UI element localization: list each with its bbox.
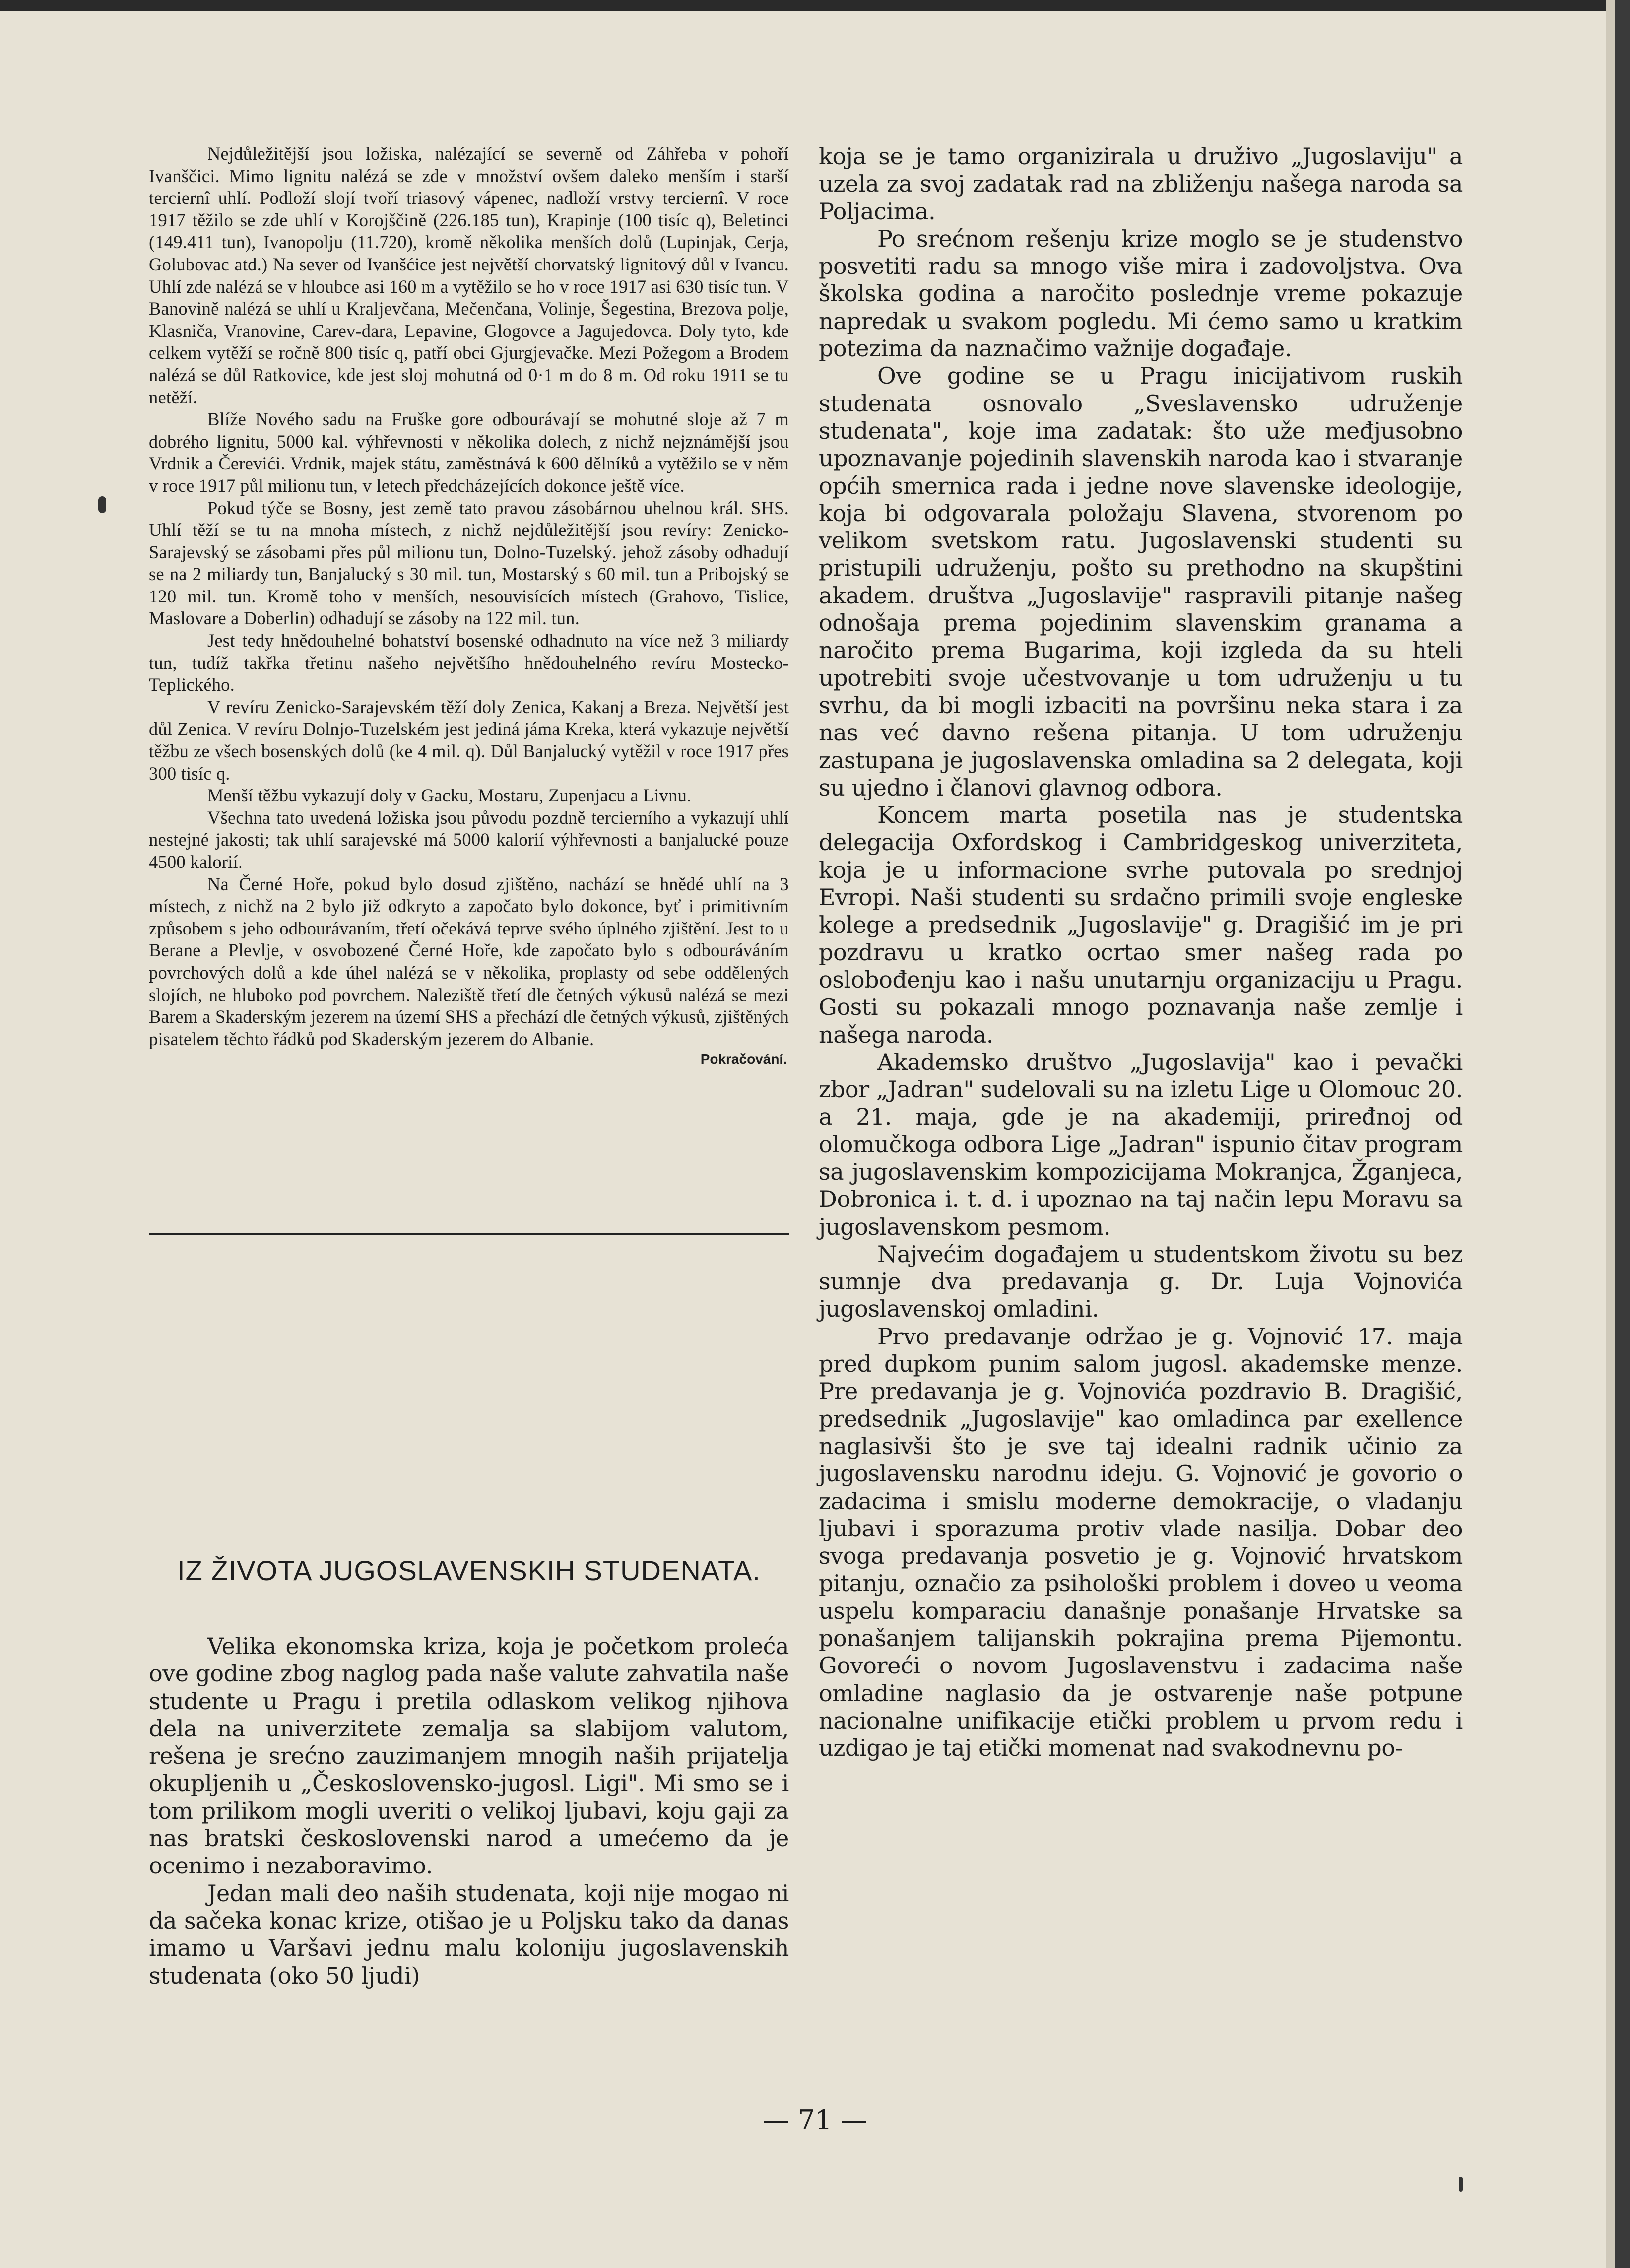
paragraph: Všechna tato uvedená ložiska jsou původu pozdně tercierního a vykazují uhlí nestejné jakosti; tak uhlí sarajevské má 5000 kalorií výhřevnosti a banjalucké pouze 4500 kalorií. [149, 807, 789, 872]
page-right-edge [1615, 0, 1630, 2268]
paragraph: Koncem marta posetila nas je studentska delegacija Oxfordskog i Cambridgeskog univerziteta, koja je u informacione svrhe putovala po srednjoj Evropi. Naši studenti su srdačno primili svoje engleske kolege a predsednik „Jugoslavije" g. Dragišić im je pri pozdravu u kratko ocrtao smer našeg rada po oslobođenju kao i našu unutarnju organizaciju u Pragu. Gosti su pokazali mnogo poznavanja naše zemlje i našega naroda. [819, 801, 1463, 1048]
paragraph: Pokud týče se Bosny, jest země tato pravou zásobárnou uhelnou král. SHS. Uhlí těží se tu na mnoha místech, z nichž nejdůležitější jsou revíry: Zenicko-Sarajevský se zásobami přes půl milionu tun, Dolno-Tuzelský. jehož zásoby odhadují se na 2 miliardy tun, Banjalucký s 30 mil. tun, Mostarský s 60 mil. tun a Pribojský se 120 mil. tun. Kromě toho v menších, nesouvisících místech (Grahovo, Tislice, Maslovare a Doberlin) odhadují se zásoby na 122 mil. tun. [149, 497, 789, 629]
paragraph: Jest tedy hnědouhelné bohatství bosenské odhadnuto na více než 3 miliardy tun, tudíž takřka třetinu našeho největšího hnědouhelného revíru Mostecko-Teplického. [149, 630, 789, 695]
paragraph: koja se je tamo organizirala u druživo „Jugoslaviju" a uzela za svoj zadatak rad na zbliženju našega naroda sa Poljacima. [819, 143, 1463, 225]
article-title: IZ ŽIVOTA JUGOSLAVENSKIH STUDENATA. [177, 1555, 761, 1586]
student-article-left [149, 1633, 789, 1990]
paragraph: Po srećnom rešenju krize moglo se je studenstvo posvetiti radu sa mnogo više mira i zadovoljstva. Ova školska godina a naročito poslednje vreme pokazuje napredak u svakom pogledu. Mi ćemo samo u kratkim potezima da naznačimo važnije događaje. [819, 225, 1463, 362]
margin-mark [98, 496, 106, 513]
paragraph: Jedan mali deo naših studenata, koji nije mogao ni da sačeka konac krize, otišao je u Poljsku tako da danas imamo u Varšavi jednu malu koloniju jugoslavenskih studenata (oko 50 ljudi) [149, 1879, 789, 1989]
paragraph: Blíže Nového sadu na Fruške gore odbourávají se mohutné sloje až 7 m dobrého lignitu, 5000 kal. výhřevnosti v několika dolech, z nichž nejznámější jsou Vrdnik a Čerevići. Vrdnik, majek státu, zaměstnává k 600 dělníků a vytěžilo se v něm v roce 1917 půl milionu tun, v letech předcházejících dokonce ještě více. [149, 409, 789, 496]
continued-note: Pokračování. [700, 1051, 787, 1067]
section-divider [149, 1233, 789, 1235]
paragraph: Menší těžbu vykazují doly v Gacku, Mostaru, Zupenjacu a Livnu. [207, 785, 692, 806]
page-top-edge [0, 0, 1630, 11]
paragraph: Na Černé Hoře, pokud bylo dosud zjištěno, nachází se hnědé uhlí na 3 místech, z nichž na 2 bylo již odkryto a započato bylo dokonce, byť i primitivním způsobem s jeho odbourávaním, třetí očekává teprve svého úplného zjištění. Jest to u Berane a Plevlje, v osvobozené Černé Hoře, kde započato bylo s odbouráváním povrchových dolů a kde úhel nalézá se v několika, proplasty od sebe oddělených slojích, ne hluboko pod povrchem. Naleziště třetí dle četných výkusů nalézá se mezi Barem a Skaderským jezerem na území SHS a přechází dle četných výkusů, zjištěných pisatelem těchto řádků pod Skaderským jezerem do Albanie. [149, 873, 789, 1049]
paragraph: Ove godine se u Pragu inicijativom ruskih studenata osnovalo „Sveslavensko udruženje studenata", koje ima zadatak: što uže međjusobno upoznavanje pojedinih slavenskih naroda kao i stvaranje općih smernica rada i jedne nove slavenske ideologije, koja bi odgovarala položaju Slavena, stvorenom po velikom svetskom ratu. Jugoslavenski studenti su pristupili udruženju, pošto su prethodno na skupštini akadem. društva „Jugoslavije" raspravili pitanje našeg odnošaja prema pojedinim slavenskim granama a naročito prema Bugarima, koji izgleda da su hteli upotrebiti svoje učestvovanje u tom udruženju u tu svrhu, da bi mogli izbaciti na površinu neka stara i za nas već davno rešena pitanja. U tom udruženju zastupana je jugoslavenska omladina sa 2 delegata, koji su ujedno i članovi glavnog odbora. [819, 362, 1463, 801]
paragraph: Nejdůležitější jsou ložiska, nalézající se severně od Záhřeba v pohoří Ivanščici. Mimo lignitu nalézá se zde v množství ovšem daleko menším i starší terciernî uhlí. Podloží slojí tvoří triasový vápenec, nadloží vrstvy terciernî. V roce 1917 těžilo se zde uhlí v Korojščině (226.185 tun), Krapinje (100 tisíc q), Beletinci (149.411 tun), Ivanopolju (11.720), kromě několika menších dolů (Lupinjak, Cerja, Golubovac atd.) Na sever od Ivanšćice jest největší chorvatský lignitový důl v Ivancu. Uhlí zde nalézá se v hloubce asi 160 m a vytěžilo se ho v roce 1917 asi 630 tisíc tun. V Banovině nalézá se uhlí u Kraljevčana, Mečenčana, Volinje, Šegestina, Brezova polje, Klasniča, Vranovine, Carev-dara, Lepavine, Glogovce a Jagujedovca. Doly tyto, kde celkem vytěží se ročně 800 tisíc q, patří obci Gjurgjevačke. Mezi Požegom a Brodem nalézá se důl Ratkovice, kde jest sloj mohutná od 0·1 m do 8 m. Od roku 1911 se tu netěží. [149, 143, 789, 407]
page-right-shadow [1606, 0, 1615, 2268]
coal-article-column [149, 143, 789, 1067]
page-number: — 71 — [762, 2104, 868, 2135]
margin-mark [1459, 2177, 1463, 2192]
paragraph: Prvo predavanje održao je g. Vojnović 17. maja pred dupkom punim salom jugosl. akademske menze. Pre predavanja je g. Vojnovića pozdravio B. Dragišić, predsednik „Jugoslavije" kao omladinca par exellence naglasivši što je sve taj idealni radnik učinio za jugoslavensku narodnu ideju. G. Vojnović je govorio o zadacima i smislu moderne demokracije, o vladanju ljubavi i sporazuma protiv vlade nasilja. Dobar deo svoga predavanja posvetio je g. Vojnović hrvatskom pitanju, označio za psihološki problem i doveo u veoma uspelu komparaciu današnje ponašanje Hrvatske sa ponašanjem talijanskih pokrajina prema Pijemontu. Govoreći o novom Jugoslavenstvu i zadacima naše omladine naglasio da je ostvarenje naše potpune nacionalne unifikacije etički problem u prvom redu i uzdigao je taj etički momenat nad svakodnevnu po- [819, 1323, 1463, 1762]
student-article-right [819, 143, 1463, 1762]
paragraph: V revíru Zenicko-Sarajevském těží doly Zenica, Kakanj a Breza. Největší jest důl Zenica. V revíru Dolnjo-Tuzelském jest jediná jáma Kreka, která vykazuje největší těžbu ze všech bosenských dolů (ke 4 mil. q). Důl Banjalucký vytěžil v roce 1917 přes 300 tisíc q. [149, 696, 789, 784]
paragraph: Najvećim događajem u studentskom životu su bez sumnje dva predavanja g. Dr. Luja Vojnovića jugoslavenskoj omladini. [819, 1240, 1463, 1323]
paragraph: Akademsko društvo „Jugoslavija" kao i pevački zbor „Jadran" sudelovali su na izletu Lige u Olomouc 20. a 21. maja, gde je na akademiji, priređnoj od olomučkoga odbora Lige „Jadran" ispunio čitav program sa jugoslavenskim kompozicijama Mokranjca, Žganjeca, Dobronica i. t. d. i upoznao na taj način lepu Moravu sa jugoslavenskom pesmom. [819, 1048, 1463, 1240]
paragraph: Velika ekonomska kriza, koja je početkom proleća ove godine zbog naglog pada naše valute zahvatila naše studente u Pragu i pretila odlaskom velikog njihova dela na univerzitete zemalja sa slabijom valutom, rešena je srećno zauzimanjem mnogih naših prijatelja okupljenih u „Československo-jugosl. Ligi". Mi smo se i tom prilikom mogli uveriti o velikoj ljubavi, koju gaji za nas bratski československi narod a umećemo da je ocenimo i nezaboravimo. [149, 1633, 789, 1879]
